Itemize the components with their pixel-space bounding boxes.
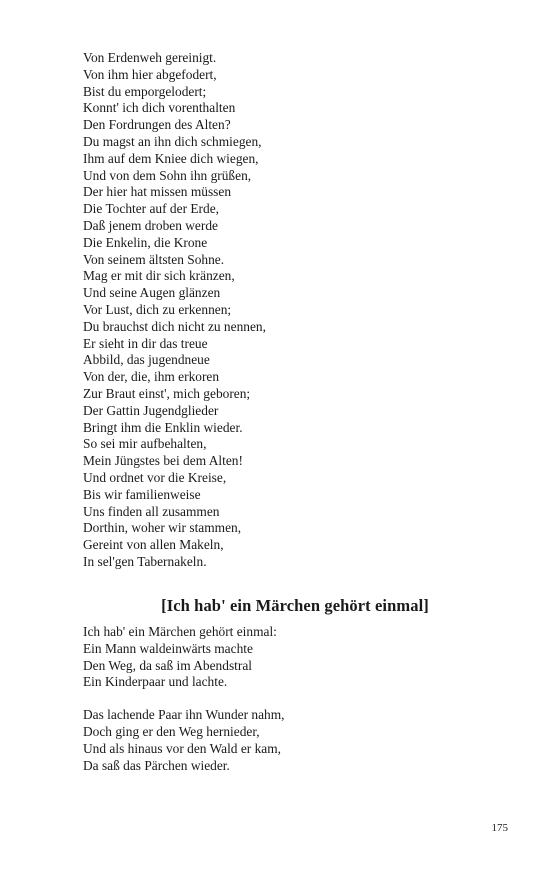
poem-line: Bist du emporgelodert;: [83, 83, 207, 99]
poem-line: Uns finden all zusammen: [83, 503, 220, 519]
poem-line: Von der, die, ihm erkoren: [83, 369, 220, 385]
poem-line: Von Erdenweh gereinigt.: [83, 50, 217, 65]
poem-line: Der hier hat missen müssen: [83, 184, 232, 200]
poem-line: Von ihm hier abgefodert,: [83, 66, 217, 82]
poem-line: Konnt' ich dich vorenthalten: [83, 100, 236, 116]
poem-line: Von seinem ältsten Sohne.: [83, 251, 225, 267]
poem-line: Doch ging er den Weg hernieder,: [83, 723, 260, 739]
poem-line: Mein Jüngstes bei dem Alten!: [83, 453, 243, 469]
poem-line: Da saß das Pärchen wieder.: [83, 757, 230, 773]
poem-line: Gereint von allen Makeln,: [83, 537, 224, 553]
poem-line: Die Enkelin, die Krone: [83, 234, 208, 250]
poem-line: Abbild, das jugendneue: [83, 352, 210, 368]
poem-line: Bringt ihm die Enklin wieder.: [83, 419, 243, 435]
poem-body: [83, 624, 503, 774]
poem-line: Den Fordrungen des Alten?: [83, 117, 231, 133]
poem-line: Ihm auf dem Kniee dich wiegen,: [83, 150, 259, 166]
page-number: 175: [491, 822, 508, 834]
poem-line: Mag er mit dir sich kränzen,: [83, 268, 235, 284]
poem-line: Ein Kinderpaar und lachte.: [83, 674, 228, 690]
poem-continuation: [83, 50, 503, 571]
poem-line: Bis wir familienweise: [83, 486, 201, 502]
stanza: [83, 624, 503, 691]
poem-line: Ein Mann waldeinwärts machte: [83, 640, 253, 656]
poem-line: Den Weg, da saß im Abendstral: [83, 657, 252, 673]
poem-line: In sel'gen Tabernakeln.: [83, 553, 207, 569]
stanza: [83, 707, 503, 774]
poem-line: Zur Braut einst', mich geboren;: [83, 385, 251, 401]
poem-line: Und als hinaus vor den Wald er kam,: [83, 740, 282, 756]
poem-line: Der Gattin Jugendglieder: [83, 402, 219, 418]
poem-line: Ich hab' ein Märchen gehört einmal:: [83, 624, 277, 639]
poem-line: Er sieht in dir das treue: [83, 335, 208, 351]
poem-line: Und von dem Sohn ihn grüßen,: [83, 167, 252, 183]
poem-line: Die Tochter auf der Erde,: [83, 201, 220, 217]
poem-line: Dorthin, woher wir stammen,: [83, 520, 242, 536]
poem-line: Das lachende Paar ihn Wunder nahm,: [83, 707, 285, 723]
poem-line: Und seine Augen glänzen: [83, 285, 221, 301]
poem-line: Du magst an ihn dich schmiegen,: [83, 133, 262, 149]
poem-line: Daß jenem droben werde: [83, 217, 218, 233]
poem-title: [Ich hab' ein Märchen gehört einmal]: [161, 596, 429, 615]
poem-line: Du brauchst dich nicht zu nennen,: [83, 318, 266, 334]
poem-line: So sei mir aufbehalten,: [83, 436, 207, 452]
poem-line: Und ordnet vor die Kreise,: [83, 469, 227, 485]
poem-line: Vor Lust, dich zu erkennen;: [83, 301, 232, 317]
